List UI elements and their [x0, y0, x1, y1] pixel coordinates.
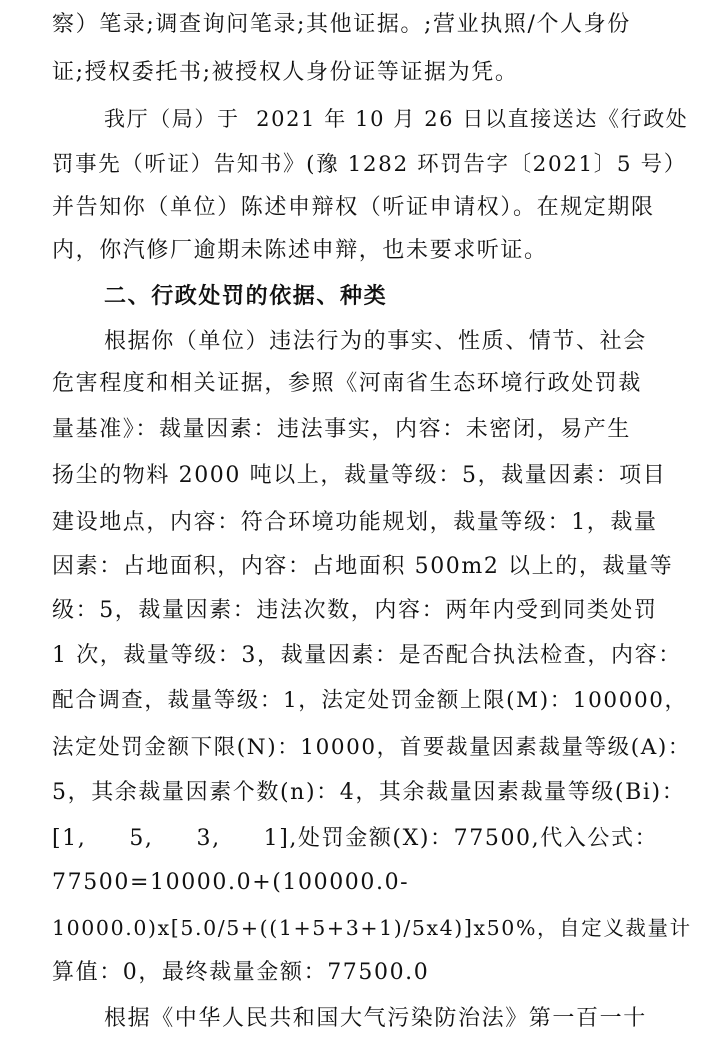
paragraph-3-line-8: 1 次，裁量等级：3，裁量因素：是否配合执法检查，内容：: [52, 643, 682, 668]
paragraph-3-line-11: 5，其余裁量因素个数(n)：4，其余裁量因素裁量等级(Bi)：: [52, 780, 686, 805]
paragraph-3-line-12: [1, 5, 3, 1],处罚金额(X)：77500,代入公式：: [52, 826, 659, 851]
paragraph-3-line-6: 因素：占地面积，内容：占地面积 500m2 以上的，裁量等: [52, 554, 674, 579]
paragraph-3-line-9: 配合调查，裁量等级：1，法定处罚金额上限(M)：100000，: [52, 688, 688, 713]
paragraph-1-line-2: 证;授权委托书;被授权人身份证等证据为凭。: [52, 60, 519, 85]
paragraph-2-line-4: 内，你汽修厂逾期未陈述申辩，也未要求听证。: [52, 238, 548, 263]
paragraph-3-line-1: 根据你（单位）违法行为的事实、性质、情节、社会: [104, 329, 647, 354]
paragraph-3-line-7: 级：5，裁量因素：违法次数，内容：两年内受到同类处罚: [52, 598, 658, 623]
paragraph-3-line-13: 77500=10000.0+(100000.0-: [52, 870, 410, 895]
paragraph-4-line-1: 根据《中华人民共和国大气污染防治法》第一百一十: [104, 1006, 647, 1031]
paragraph-3-line-5: 建设地点，内容：符合环境功能规划，裁量等级：1，裁量: [52, 510, 658, 535]
paragraph-3-line-15: 算值：0，最终裁量金额：77500.0: [52, 960, 430, 985]
paragraph-3-line-3: 量基准》：裁量因素：违法事实，内容：未密闭，易产生: [52, 417, 632, 442]
section-heading: 二、行政处罚的依据、种类: [104, 284, 388, 309]
paragraph-3-line-10: 法定处罚金额下限(N)：10000，首要裁量因素裁量等级(A)：: [52, 735, 691, 760]
paragraph-2-line-3: 并告知你（单位）陈述申辩权（听证申请权）。在规定期限: [52, 195, 655, 220]
paragraph-1-line-1: 察）笔录;调查询问笔录;其他证据。;营业执照/个人身份: [52, 12, 631, 37]
paragraph-2-line-2: 罚事先（听证）告知书》(豫 1282 环罚告字〔2021〕5 号）: [52, 152, 687, 177]
paragraph-3-line-2: 危害程度和相关证据，参照《河南省生态环境行政处罚裁: [52, 371, 643, 396]
paragraph-3-line-4: 扬尘的物料 2000 吨以上，裁量等级：5，裁量因素：项目: [52, 463, 667, 488]
paragraph-2-line-1: 我厅（局）于 2021 年 10 月 26 日以直接送达《行政处: [104, 107, 689, 131]
paragraph-3-line-14: 10000.0)x[5.0/5+((1+5+3+1)/5x4)]x50%，自定义裁量计: [52, 916, 692, 940]
